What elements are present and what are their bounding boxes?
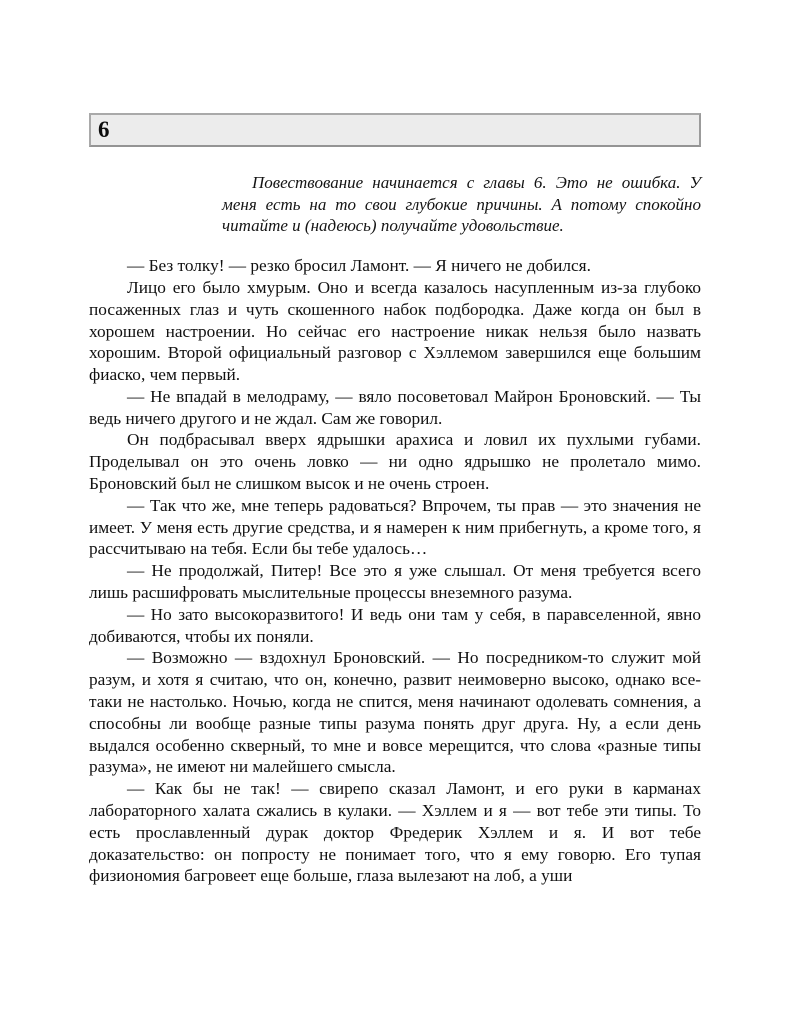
chapter-number: 6 [98, 116, 110, 142]
body-text [89, 255, 701, 887]
text-column [89, 0, 701, 887]
paragraph-narration: Он подбрасывал вверх ядрышки арахиса и ловил их пухлыми губами. Проделывал он это очень ловко — ни одно ядрышко не пролетало мимо. Броновский был не слишком высок и не очень строен. [89, 430, 701, 494]
paragraph-dialogue: — Без толку! — резко бросил Ламонт. — Я ничего не добился. [127, 256, 591, 276]
paragraph-dialogue: — Как бы не так! — свирепо сказал Ламонт, и его руки в карманах лабораторного халата сжались в кулаки. — Хэллем и я — вот тебе эти типы. То есть прославленный дурак доктор Фредерик Хэллем и я. И вот тебе доказательство: он попросту не понимает того, что я ему говорю. Его тупая физиономия багровеет еще больше, глаза вылезают на лоб, а уши [89, 779, 701, 886]
epigraph: Повествование начинается с главы 6. Это не ошибка. У меня есть на то свои глубокие причины. А потому спокойно читайте и (надеюсь) получайте удовольствие. [222, 173, 701, 236]
chapter-header-box [89, 113, 701, 147]
paragraph-dialogue: — Но зато высокоразвитого! И ведь они там у себя, в паравселенной, явно добиваются, чтобы их поняли. [89, 604, 701, 646]
paragraph-dialogue: — Не продолжай, Питер! Все это я уже слышал. От меня требуется всего лишь расшифровать мыслительные процессы внеземного разума. [89, 561, 701, 603]
paragraph-dialogue: — Так что же, мне теперь радоваться? Впрочем, ты прав — это значения не имеет. У меня есть другие средства, и я намерен к ним прибегнуть, а кроме того, я рассчитываю на тебя. Если бы тебе удалось… [89, 495, 701, 559]
paragraph-dialogue: — Возможно — вздохнул Броновский. — Но посредником-то служит мой разум, и хотя я считаю, что он, конечно, развит неимоверно высоко, однако все-таки не настолько. Ночью, когда не спится, меня начинают одолевать сомнения, а способны ли вообще разные типы разума понять друг друга. Ну, а если день выдался особенно скверный, то мне и вовсе мерещится, что слова «разные типы разума», не имеют ни малейшего смысла. [89, 648, 701, 777]
paragraph-dialogue: — Не впадай в мелодраму, — вяло посоветовал Майрон Броновский. — Ты ведь ничего другого и не ждал. Сам же говорил. [89, 386, 701, 428]
paragraph-narration: Лицо его было хмурым. Оно и всегда казалось насупленным из-за глубоко посаженных глаз и чуть скошенного набок подбородка. Даже когда он был в хорошем настроении. Но сейчас его настроение никак нельзя было назвать хорошим. Второй официальный разговор с Хэллемом завершился еще большим фиаско, чем первый. [89, 277, 701, 385]
